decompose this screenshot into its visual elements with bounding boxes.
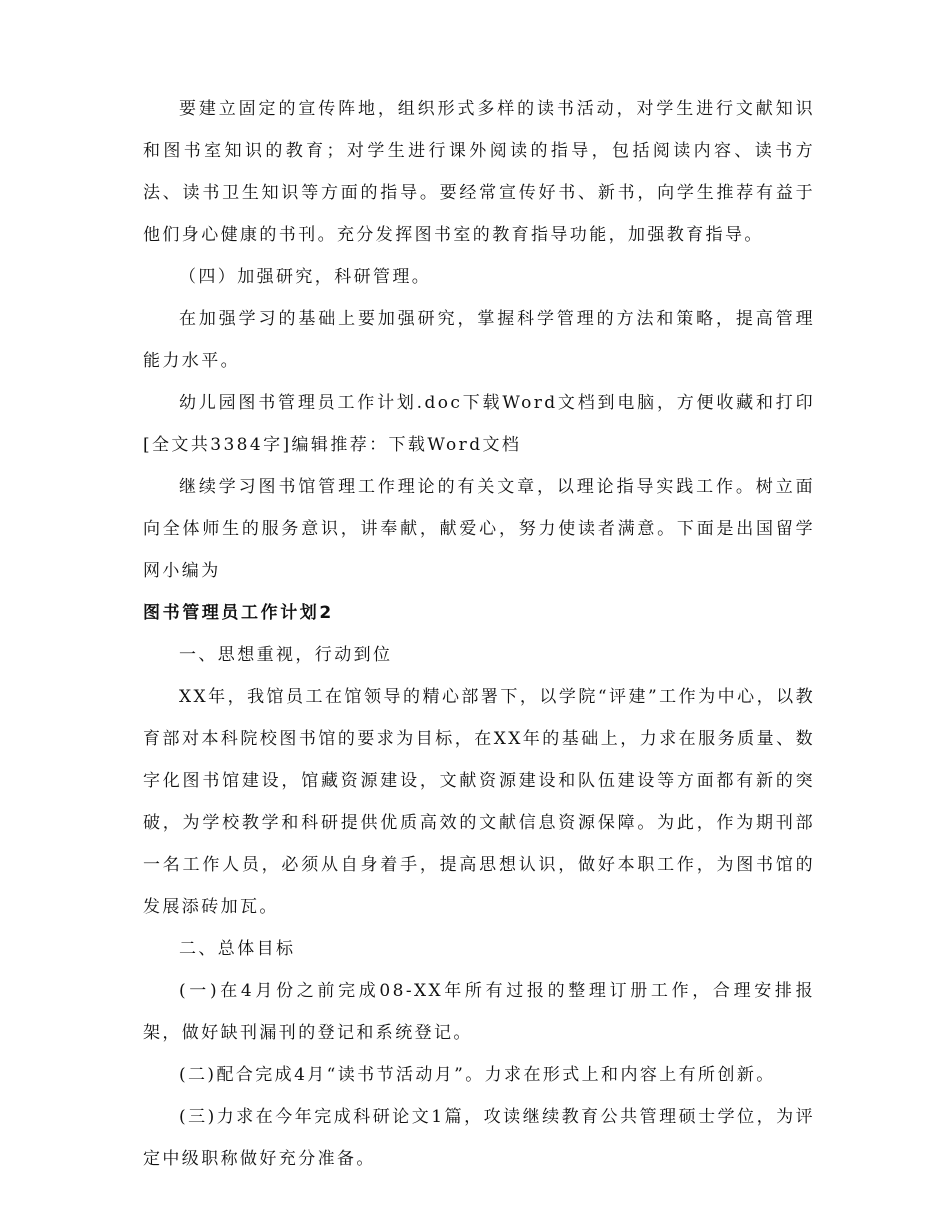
paragraph-download-notice: 幼儿园图书管理员工作计划.doc下载Word文档到电脑，方便收藏和打印[全文共3384字]编辑推荐：下载Word文档 <box>143 393 815 455</box>
document-body <box>143 88 815 1180</box>
paragraph-continue-learning: 继续学习图书馆管理工作理论的有关文章，以理论指导实践工作。树立面向全体师生的服务意识，讲奉献，献爱心，努力使读者满意。下面是出国留学网小编为 <box>143 477 815 581</box>
paragraph-library-staff: XX年，我馆员工在馆领导的精心部署下，以学院“评建”工作为中心，以教育部对本科院校图书馆的要求为目标，在XX年的基础上，力求在服务质量、数字化图书馆建设，馆藏资源建设，文献资源建设和队伍建设等方面都有新的突破，为学校教学和科研提供优质高效的文献信息资源保障。为此，作为期刊部一名工作人员，必须从自身着手，提高思想认识，做好本职工作，为图书馆的发展添砖加瓦。 <box>143 687 815 917</box>
section-heading-research: （四）加强研究，科研管理。 <box>179 267 432 287</box>
section-heading-overall-goals: 二、总体目标 <box>179 939 296 959</box>
goal-item-1: (一)在4月份之前完成08-XX年所有过报的整理订册工作，合理安排报架，做好缺刊漏刊的登记和系统登记。 <box>143 981 815 1043</box>
paragraph-research: 在加强学习的基础上要加强研究，掌握科学管理的方法和策略，提高管理能力水平。 <box>143 309 815 371</box>
document-heading-plan-2: 图书管理员工作计划2 <box>143 603 334 623</box>
section-heading-ideology: 一、思想重视，行动到位 <box>179 645 393 665</box>
goal-item-2: (二)配合完成4月“读书节活动月”。力求在形式上和内容上有所创新。 <box>179 1065 776 1085</box>
goal-item-3: (三)力求在今年完成科研论文1篇，攻读继续教育公共管理硕士学位，为评定中级职称做好充分准备。 <box>143 1107 815 1169</box>
paragraph-reading-activities: 要建立固定的宣传阵地，组织形式多样的读书活动，对学生进行文献知识和图书室知识的教育；对学生进行课外阅读的指导，包括阅读内容、读书方法、读书卫生知识等方面的指导。要经常宣传好书、新书，向学生推荐有益于他们身心健康的书刊。充分发挥图书室的教育指导功能，加强教育指导。 <box>143 99 815 245</box>
